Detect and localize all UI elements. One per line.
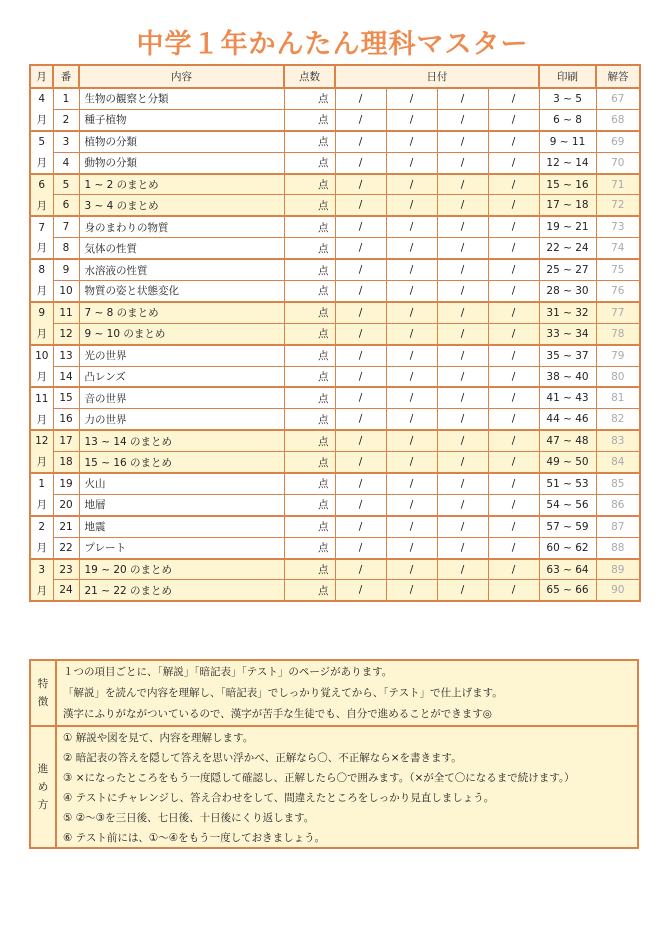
content-cell: 動物の分類 xyxy=(79,152,284,173)
content-cell: 気体の性質 xyxy=(79,238,284,259)
score-cell: 点 xyxy=(284,216,335,237)
number-cell: 8 xyxy=(53,238,79,259)
table-row xyxy=(30,131,640,152)
print-pages-cell: 51 ~ 53 xyxy=(539,473,596,494)
date-cell: / xyxy=(437,559,488,580)
answer-page-cell: 87 xyxy=(596,516,640,537)
month-cell: 月 xyxy=(30,281,53,302)
howto-step: ② 暗記表の答えを隠して答えを思い浮かべ、正解なら〇、不正解なら×を書きます。 xyxy=(63,752,462,764)
table-row xyxy=(30,88,640,109)
date-cell: / xyxy=(437,216,488,237)
date-cell: / xyxy=(335,323,386,344)
score-cell: 点 xyxy=(284,430,335,451)
date-cell: / xyxy=(488,88,539,109)
content-cell: 水溶液の性質 xyxy=(79,259,284,280)
print-pages-cell: 28 ~ 30 xyxy=(539,281,596,302)
date-cell: / xyxy=(437,109,488,130)
features-text xyxy=(63,661,631,724)
score-cell: 点 xyxy=(284,238,335,259)
score-cell: 点 xyxy=(284,174,335,195)
answer-page-cell: 74 xyxy=(596,238,640,259)
answer-page-cell: 84 xyxy=(596,452,640,473)
content-cell: 地震 xyxy=(79,516,284,537)
date-cell: / xyxy=(335,259,386,280)
date-cell: / xyxy=(386,430,437,451)
answer-page-cell: 81 xyxy=(596,387,640,408)
print-pages-cell: 41 ~ 43 xyxy=(539,387,596,408)
date-cell: / xyxy=(488,494,539,515)
date-cell: / xyxy=(437,259,488,280)
header-month: 月 xyxy=(30,65,53,88)
number-cell: 3 xyxy=(53,131,79,152)
number-cell: 1 xyxy=(53,88,79,109)
content-cell: 生物の観察と分類 xyxy=(79,88,284,109)
features-label-char: 徴 xyxy=(37,696,49,708)
date-cell: / xyxy=(386,387,437,408)
number-cell: 21 xyxy=(53,516,79,537)
features-section xyxy=(31,661,637,727)
month-cell: 月 xyxy=(30,409,53,430)
date-cell: / xyxy=(386,580,437,601)
date-cell: / xyxy=(335,516,386,537)
number-cell: 20 xyxy=(53,494,79,515)
number-cell: 14 xyxy=(53,366,79,387)
content-cell: 凸レンズ xyxy=(79,366,284,387)
print-pages-cell: 60 ~ 62 xyxy=(539,537,596,558)
number-cell: 15 xyxy=(53,387,79,408)
score-cell: 点 xyxy=(284,537,335,558)
month-cell: 11 xyxy=(30,387,53,408)
date-cell: / xyxy=(335,216,386,237)
howto-label-char: 進 xyxy=(37,763,49,775)
date-cell: / xyxy=(488,452,539,473)
date-cell: / xyxy=(335,366,386,387)
table-row xyxy=(30,216,640,237)
print-pages-cell: 6 ~ 8 xyxy=(539,109,596,130)
month-cell: 2 xyxy=(30,516,53,537)
print-pages-cell: 33 ~ 34 xyxy=(539,323,596,344)
date-cell: / xyxy=(335,238,386,259)
table-row xyxy=(30,516,640,537)
answer-page-cell: 89 xyxy=(596,559,640,580)
month-cell: 月 xyxy=(30,494,53,515)
content-cell: 力の世界 xyxy=(79,409,284,430)
date-cell: / xyxy=(335,345,386,366)
answer-page-cell: 67 xyxy=(596,88,640,109)
date-cell: / xyxy=(335,387,386,408)
date-cell: / xyxy=(488,409,539,430)
features-label xyxy=(31,661,57,725)
date-cell: / xyxy=(335,580,386,601)
date-cell: / xyxy=(386,281,437,302)
content-cell: 光の世界 xyxy=(79,345,284,366)
study-schedule-table xyxy=(29,64,641,602)
answer-page-cell: 68 xyxy=(596,109,640,130)
number-cell: 4 xyxy=(53,152,79,173)
answer-page-cell: 70 xyxy=(596,152,640,173)
date-cell: / xyxy=(437,302,488,323)
date-cell: / xyxy=(488,387,539,408)
content-cell: 植物の分類 xyxy=(79,131,284,152)
features-line: 「解説」を読んで内容を理解し、「暗記表」でしっかり覚えてから、「テスト」で仕上げます。 xyxy=(63,687,503,699)
date-cell: / xyxy=(335,131,386,152)
print-pages-cell: 31 ~ 32 xyxy=(539,302,596,323)
date-cell: / xyxy=(386,195,437,216)
score-cell: 点 xyxy=(284,559,335,580)
month-cell: 月 xyxy=(30,238,53,259)
date-cell: / xyxy=(437,516,488,537)
print-pages-cell: 57 ~ 59 xyxy=(539,516,596,537)
date-cell: / xyxy=(488,131,539,152)
table-row xyxy=(30,302,640,323)
date-cell: / xyxy=(386,131,437,152)
date-cell: / xyxy=(335,174,386,195)
date-cell: / xyxy=(437,281,488,302)
date-cell: / xyxy=(488,345,539,366)
score-cell: 点 xyxy=(284,494,335,515)
date-cell: / xyxy=(488,516,539,537)
date-cell: / xyxy=(437,494,488,515)
month-cell: 10 xyxy=(30,345,53,366)
date-cell: / xyxy=(386,174,437,195)
print-pages-cell: 12 ~ 14 xyxy=(539,152,596,173)
date-cell: / xyxy=(488,216,539,237)
page-title: 中学１年かんたん理科マスター xyxy=(136,29,529,60)
howto-step: ① 解説や図を見て、内容を理解します。 xyxy=(63,732,254,744)
answer-page-cell: 86 xyxy=(596,494,640,515)
date-cell: / xyxy=(437,323,488,344)
month-cell: 7 xyxy=(30,216,53,237)
date-cell: / xyxy=(386,516,437,537)
table-row xyxy=(30,409,640,430)
print-pages-cell: 9 ~ 11 xyxy=(539,131,596,152)
score-cell: 点 xyxy=(284,580,335,601)
score-cell: 点 xyxy=(284,409,335,430)
content-cell: 火山 xyxy=(79,473,284,494)
content-cell: 音の世界 xyxy=(79,387,284,408)
number-cell: 6 xyxy=(53,195,79,216)
content-cell: 21 ~ 22 のまとめ xyxy=(79,580,284,601)
answer-page-cell: 75 xyxy=(596,259,640,280)
date-cell: / xyxy=(488,152,539,173)
month-cell: 12 xyxy=(30,430,53,451)
content-cell: 15 ~ 16 のまとめ xyxy=(79,452,284,473)
date-cell: / xyxy=(386,345,437,366)
print-pages-cell: 15 ~ 16 xyxy=(539,174,596,195)
header-print: 印刷 xyxy=(539,65,596,88)
number-cell: 7 xyxy=(53,216,79,237)
date-cell: / xyxy=(488,537,539,558)
number-cell: 13 xyxy=(53,345,79,366)
content-cell: 種子植物 xyxy=(79,109,284,130)
print-pages-cell: 19 ~ 21 xyxy=(539,216,596,237)
date-cell: / xyxy=(437,430,488,451)
table-row xyxy=(30,109,640,130)
date-cell: / xyxy=(488,109,539,130)
number-cell: 2 xyxy=(53,109,79,130)
header-answer: 解答 xyxy=(596,65,640,88)
date-cell: / xyxy=(335,152,386,173)
print-pages-cell: 25 ~ 27 xyxy=(539,259,596,280)
number-cell: 17 xyxy=(53,430,79,451)
number-cell: 9 xyxy=(53,259,79,280)
number-cell: 16 xyxy=(53,409,79,430)
content-cell: 19 ~ 20 のまとめ xyxy=(79,559,284,580)
answer-page-cell: 83 xyxy=(596,430,640,451)
date-cell: / xyxy=(437,387,488,408)
date-cell: / xyxy=(437,238,488,259)
score-cell: 点 xyxy=(284,473,335,494)
month-cell: 月 xyxy=(30,152,53,173)
header-score: 点数 xyxy=(284,65,335,88)
print-pages-cell: 3 ~ 5 xyxy=(539,88,596,109)
table-row xyxy=(30,537,640,558)
howto-steps xyxy=(63,727,631,847)
score-cell: 点 xyxy=(284,259,335,280)
table-row xyxy=(30,195,640,216)
date-cell: / xyxy=(488,195,539,216)
date-cell: / xyxy=(386,494,437,515)
date-cell: / xyxy=(488,238,539,259)
date-cell: / xyxy=(335,109,386,130)
number-cell: 11 xyxy=(53,302,79,323)
date-cell: / xyxy=(488,559,539,580)
content-cell: 物質の姿と状態変化 xyxy=(79,281,284,302)
score-cell: 点 xyxy=(284,387,335,408)
howto-step: ⑤ ②～③を三日後、七日後、十日後にくり返します。 xyxy=(63,812,315,824)
date-cell: / xyxy=(335,430,386,451)
date-cell: / xyxy=(437,152,488,173)
table-row xyxy=(30,452,640,473)
date-cell: / xyxy=(335,195,386,216)
answer-page-cell: 80 xyxy=(596,366,640,387)
date-cell: / xyxy=(437,345,488,366)
content-cell: 13 ~ 14 のまとめ xyxy=(79,430,284,451)
date-cell: / xyxy=(386,559,437,580)
date-cell: / xyxy=(335,281,386,302)
answer-page-cell: 76 xyxy=(596,281,640,302)
date-cell: / xyxy=(386,88,437,109)
print-pages-cell: 65 ~ 66 xyxy=(539,580,596,601)
date-cell: / xyxy=(386,452,437,473)
month-cell: 3 xyxy=(30,559,53,580)
date-cell: / xyxy=(488,366,539,387)
features-label-char: 特 xyxy=(37,678,49,690)
date-cell: / xyxy=(335,88,386,109)
info-box xyxy=(29,659,639,849)
howto-label-char: 方 xyxy=(37,799,49,811)
print-pages-cell: 63 ~ 64 xyxy=(539,559,596,580)
howto-label xyxy=(31,727,57,847)
date-cell: / xyxy=(437,195,488,216)
answer-page-cell: 69 xyxy=(596,131,640,152)
table-row xyxy=(30,259,640,280)
content-cell: 9 ~ 10 のまとめ xyxy=(79,323,284,344)
month-cell: 月 xyxy=(30,195,53,216)
date-cell: / xyxy=(437,580,488,601)
header-number: 番 xyxy=(53,65,79,88)
date-cell: / xyxy=(437,537,488,558)
table-row xyxy=(30,387,640,408)
score-cell: 点 xyxy=(284,195,335,216)
table-row xyxy=(30,473,640,494)
date-cell: / xyxy=(386,109,437,130)
howto-step: ③ ×になったところをもう一度隠して確認し、正解したら〇で囲みます。（×が全て〇になるまで続けます。） xyxy=(63,772,575,784)
table-row xyxy=(30,580,640,601)
score-cell: 点 xyxy=(284,452,335,473)
content-cell: プレート xyxy=(79,537,284,558)
date-cell: / xyxy=(488,430,539,451)
date-cell: / xyxy=(488,174,539,195)
date-cell: / xyxy=(488,281,539,302)
number-cell: 23 xyxy=(53,559,79,580)
date-cell: / xyxy=(386,302,437,323)
month-cell: 1 xyxy=(30,473,53,494)
print-pages-cell: 49 ~ 50 xyxy=(539,452,596,473)
date-cell: / xyxy=(386,409,437,430)
answer-page-cell: 85 xyxy=(596,473,640,494)
month-cell: 6 xyxy=(30,174,53,195)
month-cell: 5 xyxy=(30,131,53,152)
date-cell: / xyxy=(488,323,539,344)
date-cell: / xyxy=(335,494,386,515)
score-cell: 点 xyxy=(284,88,335,109)
answer-page-cell: 72 xyxy=(596,195,640,216)
month-cell: 月 xyxy=(30,580,53,601)
month-cell: 月 xyxy=(30,109,53,130)
answer-page-cell: 78 xyxy=(596,323,640,344)
answer-page-cell: 71 xyxy=(596,174,640,195)
date-cell: / xyxy=(437,473,488,494)
print-pages-cell: 38 ~ 40 xyxy=(539,366,596,387)
score-cell: 点 xyxy=(284,281,335,302)
score-cell: 点 xyxy=(284,109,335,130)
date-cell: / xyxy=(488,302,539,323)
content-cell: 地層 xyxy=(79,494,284,515)
table-row xyxy=(30,366,640,387)
print-pages-cell: 17 ~ 18 xyxy=(539,195,596,216)
date-cell: / xyxy=(437,409,488,430)
number-cell: 22 xyxy=(53,537,79,558)
score-cell: 点 xyxy=(284,302,335,323)
score-cell: 点 xyxy=(284,323,335,344)
howto-label-char: め xyxy=(37,781,49,793)
number-cell: 24 xyxy=(53,580,79,601)
number-cell: 19 xyxy=(53,473,79,494)
answer-page-cell: 77 xyxy=(596,302,640,323)
header-date: 日付 xyxy=(335,65,539,88)
month-cell: 月 xyxy=(30,452,53,473)
month-cell: 4 xyxy=(30,88,53,109)
print-pages-cell: 47 ~ 48 xyxy=(539,430,596,451)
table-row xyxy=(30,494,640,515)
answer-page-cell: 79 xyxy=(596,345,640,366)
howto-section xyxy=(31,727,637,847)
table-header-row xyxy=(30,65,640,88)
date-cell: / xyxy=(437,174,488,195)
date-cell: / xyxy=(437,452,488,473)
answer-page-cell: 73 xyxy=(596,216,640,237)
score-cell: 点 xyxy=(284,131,335,152)
content-cell: 1 ~ 2 のまとめ xyxy=(79,174,284,195)
number-cell: 12 xyxy=(53,323,79,344)
month-cell: 8 xyxy=(30,259,53,280)
date-cell: / xyxy=(488,473,539,494)
table-row xyxy=(30,430,640,451)
score-cell: 点 xyxy=(284,345,335,366)
date-cell: / xyxy=(488,259,539,280)
number-cell: 18 xyxy=(53,452,79,473)
date-cell: / xyxy=(386,537,437,558)
score-cell: 点 xyxy=(284,152,335,173)
date-cell: / xyxy=(437,131,488,152)
month-cell: 月 xyxy=(30,537,53,558)
date-cell: / xyxy=(335,452,386,473)
date-cell: / xyxy=(437,88,488,109)
table-row xyxy=(30,238,640,259)
header-content: 内容 xyxy=(79,65,284,88)
date-cell: / xyxy=(335,473,386,494)
date-cell: / xyxy=(335,409,386,430)
month-cell: 9 xyxy=(30,302,53,323)
score-cell: 点 xyxy=(284,516,335,537)
print-pages-cell: 44 ~ 46 xyxy=(539,409,596,430)
content-cell: 身のまわりの物質 xyxy=(79,216,284,237)
print-pages-cell: 22 ~ 24 xyxy=(539,238,596,259)
table-row xyxy=(30,559,640,580)
table-row xyxy=(30,345,640,366)
date-cell: / xyxy=(488,580,539,601)
answer-page-cell: 90 xyxy=(596,580,640,601)
date-cell: / xyxy=(386,323,437,344)
content-cell: 3 ~ 4 のまとめ xyxy=(79,195,284,216)
howto-step: ⑥ テスト前には、①～④をもう一度しておきましょう。 xyxy=(63,832,326,844)
date-cell: / xyxy=(386,152,437,173)
howto-step: ④ テストにチャレンジし、答え合わせをして、間違えたところをしっかり見直しましょう。 xyxy=(63,792,495,804)
answer-page-cell: 88 xyxy=(596,537,640,558)
score-cell: 点 xyxy=(284,366,335,387)
date-cell: / xyxy=(386,238,437,259)
table-row xyxy=(30,174,640,195)
number-cell: 10 xyxy=(53,281,79,302)
content-cell: 7 ~ 8 のまとめ xyxy=(79,302,284,323)
table-row xyxy=(30,281,640,302)
date-cell: / xyxy=(386,473,437,494)
date-cell: / xyxy=(386,259,437,280)
date-cell: / xyxy=(335,559,386,580)
print-pages-cell: 54 ~ 56 xyxy=(539,494,596,515)
date-cell: / xyxy=(335,302,386,323)
answer-page-cell: 82 xyxy=(596,409,640,430)
date-cell: / xyxy=(437,366,488,387)
date-cell: / xyxy=(335,537,386,558)
date-cell: / xyxy=(386,216,437,237)
features-line: １つの項目ごとに、「解説」「暗記表」「テスト」のページがあります。 xyxy=(63,666,393,678)
features-line: 漢字にふりがながついているので、漢字が苦手な生徒でも、自分で進めることができます◎ xyxy=(63,708,492,720)
table-row xyxy=(30,323,640,344)
date-cell: / xyxy=(386,366,437,387)
print-pages-cell: 35 ~ 37 xyxy=(539,345,596,366)
month-cell: 月 xyxy=(30,366,53,387)
number-cell: 5 xyxy=(53,174,79,195)
table-row xyxy=(30,152,640,173)
month-cell: 月 xyxy=(30,323,53,344)
